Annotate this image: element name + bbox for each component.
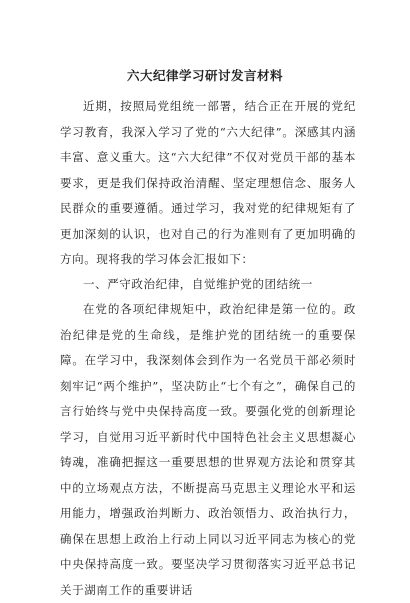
intro-paragraph: 近期，按照局党组统一部署，结合正在开展的党纪学习教育，我深入学习了党的“六大纪律”。深感其内涵丰富、意义重大。这“六大纪律”不仅对党员干部的基本要求，更是我们保持政治清醒、坚定理想信念、服务人民群众的重要遵循。通过学习，我对党的纪律规矩有了更加深刻的认识，也对自己的行为准则有了更加明确的方向。现将我的学习体会汇报如下： — [60, 99, 356, 266]
section-1-paragraph: 在党的各项纪律规矩中，政治纪律是第一位的。政治纪律是党的生命线，是维护党的团结统一的重要保障。在学习中，我深刻体会到作为一名党员干部必须时刻牢记“两个维护”，坚决防止“七个有之”，确保自己的言行始终与党中央保持高度一致。要强化党的创新理论学习，自觉用习近平新时代中国特色社会主义思想凝心铸魂，准确把握这一重要思想的世界观方法论和贯穿其中的立场观点方法，不断提高马克思主义理论水平和运用能力，增强政治判断力、政治领悟力、政治执行力，确保在思想上政治上行动上同以习近平同志为核心的党中央保持高度一致。要坚决学习贯彻落实习近平总书记关于湖南工作的重要讲话 — [60, 302, 356, 597]
document-title: 六大纪律学习研讨发言材料 — [126, 68, 283, 83]
section-heading-1: 一、严守政治纪律，自觉维护党的团结统一 — [83, 277, 313, 291]
